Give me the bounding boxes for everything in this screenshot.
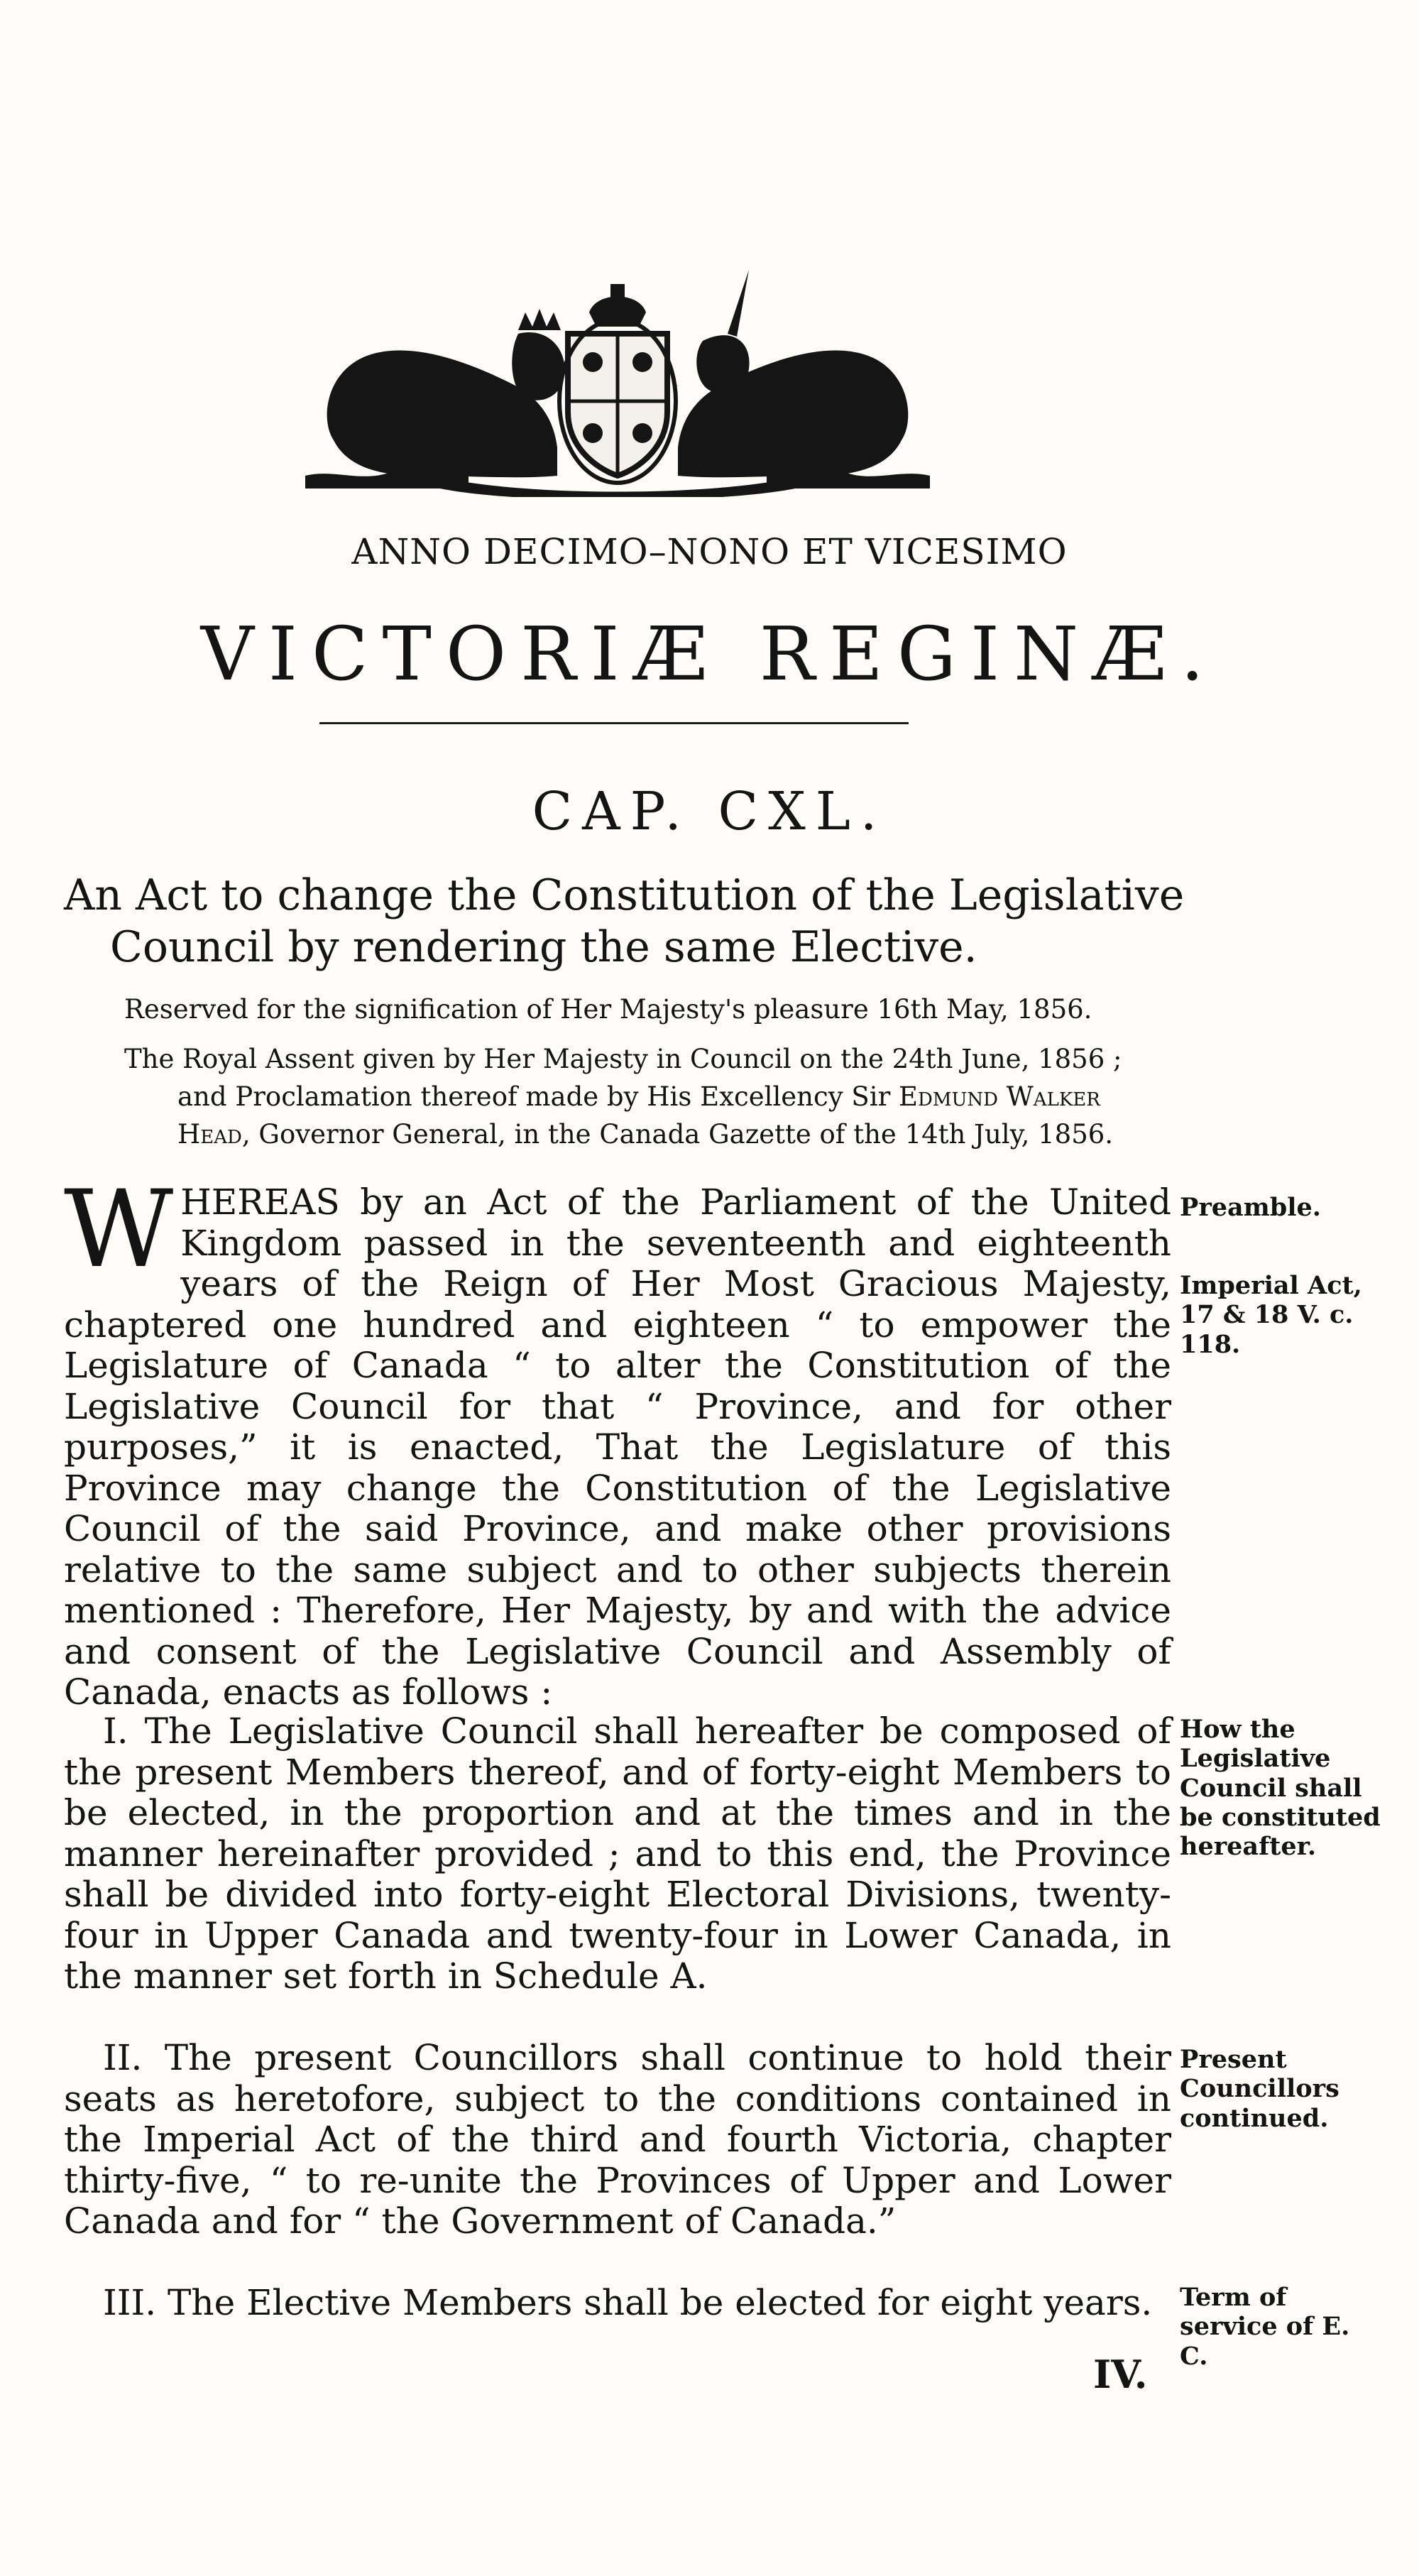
margin-note-preamble: Preamble. bbox=[1180, 1193, 1321, 1222]
section-1-paragraph: I. The Legislative Council shall hereafter be composed of the present Members thereof, and of forty-eight Members to be elected, in the proportion and at the times and in the manner hereinafter provided ; and to this end, the Province shall be divided into forty-eight Electoral Divisions, twenty-four in Upper Canada and twenty-four in Lower Canada, in the manner set forth in Schedule A. bbox=[64, 1710, 1171, 1997]
act-title-line-1: An Act to change the Constitution of the Legislative bbox=[64, 871, 1185, 920]
margin-note-how-constituted: How the Legislative Council shall be constituted hereafter. bbox=[1180, 1715, 1381, 1862]
assent-note-line-2: and Proclamation thereof made by His Excellency Sir Edmund Walker bbox=[177, 1081, 1100, 1112]
act-title-line-2: Council by rendering the same Elective. bbox=[110, 922, 977, 972]
regnal-year-line: ANNO DECIMO–NONO ET VICESIMO bbox=[351, 531, 1068, 572]
assent-note-line-3: Head, Governor General, in the Canada Gazette of the 14th July, 1856. bbox=[177, 1119, 1114, 1150]
section-2-paragraph: II. The present Councillors shall continue to hold their seats as heretofore, subject to the conditions contained in the Imperial Act of the third and fourth Victoria, chapter thirty-five, “ to re-unite the Provinces of Upper and Lower Canada and for “ the Government of Canada.” bbox=[64, 2037, 1171, 2242]
regnal-title: VICTORIÆ REGINÆ. bbox=[200, 611, 1219, 697]
section-3-paragraph: III. The Elective Members shall be elected for eight years. bbox=[103, 2282, 1153, 2323]
drop-cap: W bbox=[64, 1168, 174, 1292]
assent-note-line-1: The Royal Assent given by Her Majesty in Council on the 24th June, 1856 ; bbox=[124, 1044, 1122, 1074]
chapter-number: CAP. CXL. bbox=[532, 781, 887, 842]
divider-rule bbox=[319, 722, 909, 724]
margin-note-imperial-act: Imperial Act, 17 & 18 V. c. 118. bbox=[1180, 1271, 1362, 1359]
catchword: IV. bbox=[1093, 2352, 1148, 2397]
royal-arms-crest-icon bbox=[305, 263, 930, 497]
preamble-paragraph: WHEREAS by an Act of the Parliament of the United Kingdom passed in the seventeenth and eighteenth years of the Reign of Her Most Gracious Majesty, chaptered one hundred and eighteen “ to empower the Legislature of Canada “ to alter the Constitution of the Legislative Council for that “ Province, and for other purposes,” it is enacted, That the Legislature of this Province may change the Constitution of the Legislative Council of the said Province, and make other provisions relative to the same subject and to other subjects therein mentioned : Therefore, Her Majesty, by and with the advice and consent of the Legislative Council and Assembly of Canada, enacts as follows : bbox=[64, 1168, 1171, 1713]
margin-note-present-councillors: Present Councillors continued. bbox=[1180, 2045, 1339, 2133]
reserved-note: Reserved for the signification of Her Majesty's pleasure 16th May, 1856. bbox=[124, 994, 1092, 1025]
margin-note-term: Term of service of E. C. bbox=[1180, 2283, 1350, 2371]
